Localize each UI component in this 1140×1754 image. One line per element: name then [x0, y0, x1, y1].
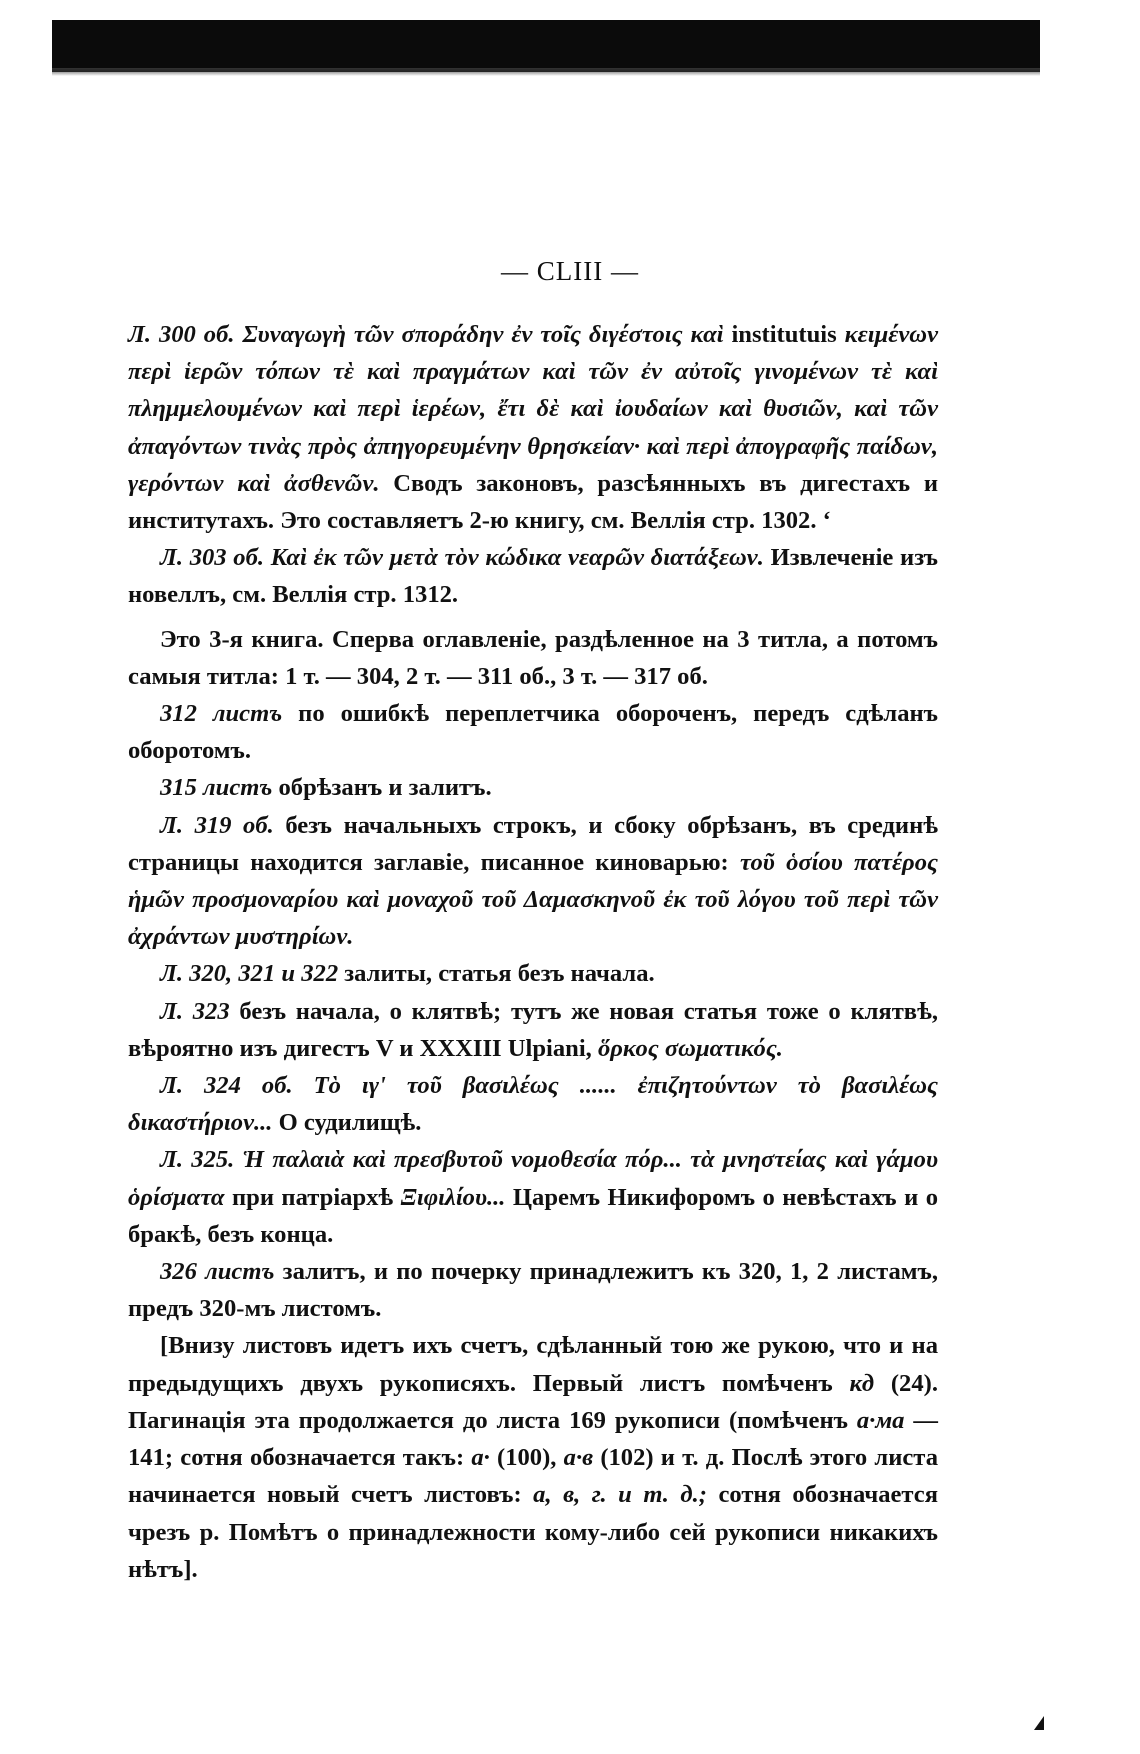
folio-label: Л. 325. [160, 1146, 235, 1174]
folio-label: Л. 300 об. [128, 321, 235, 348]
paragraph [128, 316, 938, 539]
margin-mark: ‘ [816, 507, 831, 535]
body-text [128, 316, 938, 1588]
greek-text: ὅρκος σωματικός. [591, 1034, 783, 1062]
russian-text: Это 3-я книга. Сперва оглавленіе, раздѣленное на 3 титла, а потомъ самыя титла: 1 т. — 304, 2 т. — 311 об., 3 т. — 317 об. [128, 625, 938, 690]
russian-text: Извлеченіе изъ новеллъ, см. Веллія стр. 1312. [128, 544, 938, 609]
russian-text: Сводъ законовъ, разсѣянныхъ въ дигестахъ и институтахъ. Это составляетъ 2-ю книгу, см. Веллія стр. 1302. [128, 469, 938, 535]
folio-label: Л. 323 [160, 997, 230, 1025]
paragraph [128, 955, 938, 992]
greek-text: Τὸ ιγ' τοῦ βασιλέως ...... ἐπιζητούντων τὸ βασιλέως δικαστήριον... [128, 1072, 938, 1137]
paragraph [128, 1253, 938, 1327]
russian-text: безъ начальныхъ строкъ, и сбоку обрѣзанъ, въ срединѣ страницы находится заглавіе, писанное киноварью: [128, 811, 938, 876]
paragraph [128, 539, 938, 613]
greek-text: Ξιφιλίου... [393, 1183, 506, 1211]
paragraph [128, 1067, 938, 1141]
paragraph [128, 1141, 938, 1253]
greek-text: τοῦ ὁσίου πατέρος ἡμῶν προσμοναρίου καὶ μοναχοῦ τοῦ Δαμασκηνοῦ ἐκ τοῦ λόγου τοῦ περὶ τῶν ἀχράντων μυστηρίων. [128, 848, 938, 951]
paragraph [128, 993, 938, 1067]
folio-label: Л. 320, 321 и 322 [160, 960, 339, 988]
russian-text: О судилищѣ. [272, 1109, 422, 1137]
russian-text: Царемъ Никифоромъ о невѣстахъ и о бракѣ, безъ конца. [128, 1183, 939, 1248]
russian-text: [Внизу листовъ идетъ ихъ счетъ, сдѣланный тою же рукою, что и на предыдущихъ двухъ рукописяхъ. Первый листъ помѣченъ [128, 1332, 938, 1397]
russian-text: залитъ, и по почерку принадлежитъ къ 320, 1, 2 листамъ, предъ 320-мъ листомъ. [128, 1258, 938, 1323]
folio-label: 312 листъ [160, 700, 283, 728]
numeral-label: а·в [556, 1444, 594, 1472]
russian-text: (102) и т. д. Послѣ этого листа начинается новый счетъ листовъ: [128, 1444, 938, 1509]
greek-text: Συναγωγὴ τῶν σποράδην ἐν τοῖς διγέστοις καὶ [234, 321, 724, 348]
folio-label: Л. 324 об. [160, 1072, 293, 1100]
russian-text: — 141; сотня обозначается такъ: [128, 1406, 938, 1472]
latin-text: institutuis [723, 321, 845, 348]
paragraph [128, 1327, 938, 1587]
folio-label: 315 листъ [160, 774, 273, 802]
russian-text: залиты, статья безъ начала. [338, 960, 655, 988]
numeral-label: а, в, г. и т. д.; [521, 1481, 707, 1509]
scan-top-border [52, 20, 1040, 72]
paragraph [128, 621, 938, 695]
numeral-label: кд [832, 1369, 875, 1397]
greek-text: κειμένων περὶ ἱερῶν τόπων τὲ καὶ πραγμάτων καὶ τῶν ἐν αὐτοῖς γινομένων τὲ καὶ πλημμελουμένων καὶ περὶ ἱερέων, ἔτι δὲ καὶ ἰουδαίων καὶ θυσιῶν, καὶ τῶν ἀπαγόντων τινὰς πρὸς ἀπηγορευμένην θρησκείαν· καὶ περὶ ἀπογραφῆς παίδων, γερόντων καὶ ἀσθενῶν. [128, 321, 938, 497]
paragraph [128, 807, 938, 956]
paragraph [128, 769, 938, 806]
russian-text: сотня обозначается чрезъ р. Помѣтъ о принадлежности кому-либо сей рукописи никакихъ нѣтъ]. [128, 1481, 939, 1583]
greek-text: Καὶ ἐκ τῶν μετὰ τὸν κώδικα νεαρῶν διατάξεων. [264, 544, 764, 572]
russian-text: (24). Пагинація эта продолжается до листа 169 рукописи (помѣченъ [128, 1369, 938, 1434]
paragraph [128, 695, 938, 769]
russian-text: по ошибкѣ переплетчика обороченъ, передъ сдѣланъ оборотомъ. [128, 700, 939, 765]
russian-text: (100), [489, 1444, 557, 1472]
scan-top-border-edge [52, 68, 1040, 76]
russian-text: безъ начала, о клятвѣ; тутъ же новая статья тоже о клятвѣ, вѣроятно изъ дигестъ V и XXXIII Ulpiani, [128, 997, 938, 1062]
folio-label: Л. 303 об. [160, 544, 265, 572]
numeral-label: а· [464, 1444, 490, 1472]
russian-text: при патріархѣ [224, 1183, 394, 1211]
corner-mark-icon [1034, 1716, 1044, 1730]
folio-label: Л. 319 об. [160, 811, 274, 839]
page-number: — CLIII — [501, 256, 639, 286]
greek-text: Ἡ παλαιὰ καὶ πρεσβυτοῦ νομοθεσία πόρ... τὰ μνηστείας καὶ γάμου ὁρίσματα [128, 1146, 938, 1211]
numeral-label: а·ма [847, 1406, 905, 1434]
folio-label: 326 листъ [160, 1258, 275, 1286]
russian-text: обрѣзанъ и залитъ. [272, 774, 492, 802]
